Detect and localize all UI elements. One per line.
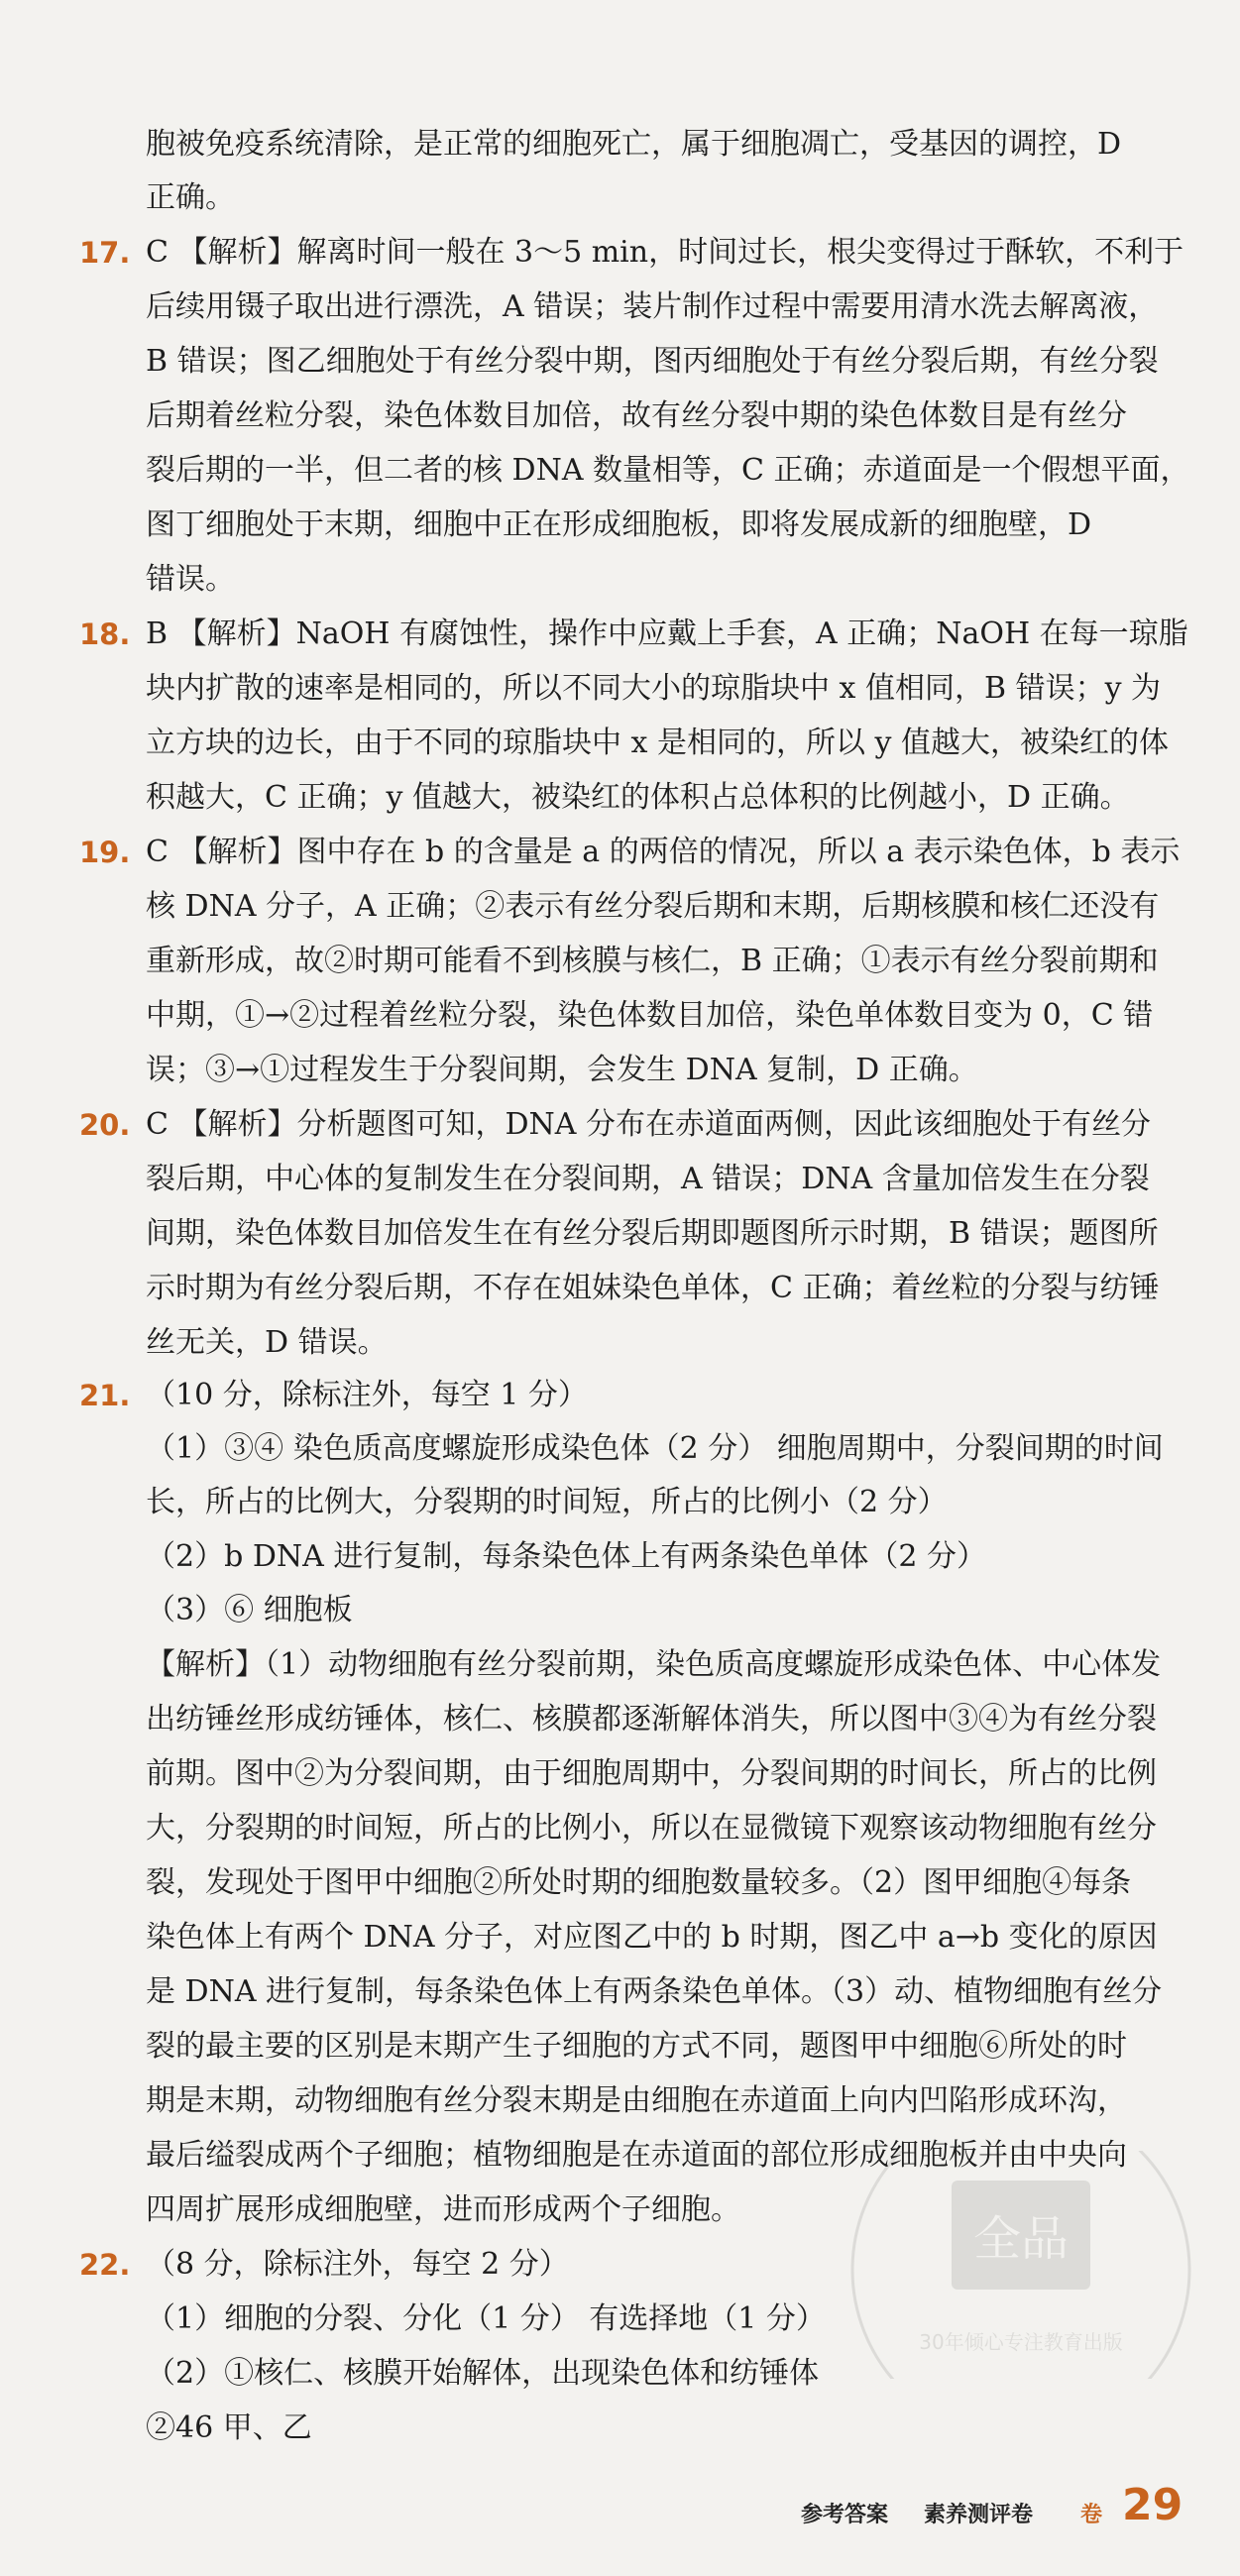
page-footer (0, 2478, 1240, 2537)
line-text: （1）细胞的分裂、分化（1 分） 有选择地（1 分） (146, 2301, 826, 2336)
text-line (0, 988, 1240, 1044)
text-line (0, 1746, 1240, 1802)
line-text: 正确。 (146, 180, 235, 215)
text-line (0, 661, 1240, 717)
text-line (0, 1801, 1240, 1856)
question-number: 19. (79, 836, 131, 869)
text-line (0, 498, 1240, 553)
line-text: 重新形成，故②时期可能看不到核膜与核仁，B 正确；①表示有丝分裂前期和 (146, 944, 1159, 978)
line-text: 长，所占的比例大，分裂期的时间短，所占的比例小（2 分） (146, 1485, 948, 1519)
page-number: 29 (1122, 2480, 1184, 2530)
svg-text:30年倾心专注教育出版: 30年倾心专注教育出版 (919, 2330, 1123, 2354)
line-text: 图丁细胞处于末期，细胞中正在形成细胞板，即将发展成新的细胞壁，D (146, 507, 1092, 542)
question-17 (0, 225, 1240, 280)
line-text: 最后缢裂成两个子细胞；植物细胞是在赤道面的部位形成细胞板并由中央向 (146, 2138, 1127, 2173)
text-line (0, 334, 1240, 390)
text-line (0, 170, 1240, 226)
line-text: 出纺锤丝形成纺锤体，核仁、核膜都逐渐解体消失，所以图中③④为有丝分裂 (146, 1702, 1157, 1736)
question-18 (0, 607, 1240, 662)
text-line (0, 1421, 1240, 1477)
line-text: 丝无关，D 错误。 (146, 1325, 388, 1360)
line-text: ②46 甲、乙 (146, 2410, 312, 2445)
footer-volume-label: 卷 (1080, 2503, 1103, 2527)
text-line (0, 1529, 1240, 1585)
line-text: 裂，发现处于图甲中细胞②所处时期的细胞数量较多。（2）图甲细胞④每条 (146, 1865, 1132, 1900)
line-text: 大，分裂期的时间短，所占的比例小，所以在显微镜下观察该动物细胞有丝分 (146, 1811, 1157, 1846)
line-text: 前期。图中②为分裂间期，由于细胞周期中，分裂间期的时间长，所占的比例 (146, 1756, 1157, 1791)
text-line (0, 1637, 1240, 1693)
text-line (0, 934, 1240, 989)
line-text: B 【解析】NaOH 有腐蚀性，操作中应戴上手套，A 正确；NaOH 在每一琼脂 (146, 616, 1188, 651)
question-number: 21. (79, 1379, 131, 1412)
svg-text:全品: 全品 (972, 2211, 1070, 2267)
question-21 (0, 1368, 1240, 1423)
line-text: 后续用镊子取出进行漂洗，A 错误；装片制作过程中需要用清水洗去解离液， (146, 289, 1159, 324)
line-text: （10 分，除标注外，每空 1 分） (146, 1378, 588, 1412)
line-text: 中期，①→②过程着丝粒分裂，染色体数目加倍，染色单体数目变为 0，C 错 (146, 998, 1154, 1033)
text-line (0, 117, 1240, 172)
question-number: 17. (79, 236, 131, 270)
line-text: 期是末期，动物细胞有丝分裂末期是由细胞在赤道面上向内凹陷形成环沟， (146, 2083, 1127, 2118)
line-text: 块内扩散的速率是相同的，所以不同大小的琼脂块中 x 值相同，B 错误；y 为 (146, 671, 1162, 706)
question-20 (0, 1097, 1240, 1153)
line-text: （2）b DNA 进行复制，每条染色体上有两条染色单体（2 分） (146, 1539, 986, 1574)
text-line (0, 1206, 1240, 1262)
line-text: 立方块的边长，由于不同的琼脂块中 x 是相同的，所以 y 值越大，被染红的体 (146, 726, 1170, 760)
text-line (0, 443, 1240, 499)
text-line (0, 879, 1240, 935)
text-line (0, 716, 1240, 771)
line-text: 裂的最主要的区别是末期产生子细胞的方式不同，题图甲中细胞⑥所处的时 (146, 2029, 1127, 2064)
text-line (0, 1692, 1240, 1747)
line-text: 是 DNA 进行复制，每条染色体上有两条染色单体。（3）动、植物细胞有丝分 (146, 1974, 1163, 2009)
text-line (0, 2401, 1240, 2456)
line-text: 胞被免疫系统清除，是正常的细胞死亡，属于细胞凋亡，受基因的调控，D (146, 127, 1122, 162)
line-text: 裂后期，中心体的复制发生在分裂间期，A 错误；DNA 含量加倍发生在分裂 (146, 1162, 1150, 1196)
text-line (0, 1475, 1240, 1530)
text-line (0, 1910, 1240, 1965)
text-line (0, 1043, 1240, 1098)
line-text: （2）①核仁、核膜开始解体，出现染色体和纺锤体 (146, 2356, 820, 2391)
line-text: 误；③→①过程发生于分裂间期，会发生 DNA 复制，D 正确。 (146, 1053, 978, 1087)
text-line (0, 2019, 1240, 2074)
text-line (0, 1964, 1240, 2020)
question-number: 20. (79, 1108, 131, 1142)
question-19 (0, 825, 1240, 880)
line-text: 四周扩展形成细胞壁，进而形成两个子细胞。 (146, 2192, 740, 2227)
text-line (0, 1261, 1240, 1316)
line-text: （8 分，除标注外，每空 2 分） (146, 2247, 569, 2282)
line-text: 积越大，C 正确；y 值越大，被染红的体积占总体积的比例越小，D 正确。 (146, 780, 1130, 815)
question-number: 22. (79, 2248, 131, 2282)
line-text: 裂后期的一半，但二者的核 DNA 数量相等，C 正确；赤道面是一个假想平面， (146, 453, 1190, 488)
line-text: 间期，染色体数目加倍发生在有丝分裂后期即题图所示时期，B 错误；题图所 (146, 1216, 1159, 1251)
text-line (0, 770, 1240, 826)
line-text: 染色体上有两个 DNA 分子，对应图乙中的 b 时期，图乙中 a→b 变化的原因 (146, 1920, 1158, 1955)
text-line (0, 389, 1240, 444)
line-text: 错误。 (146, 562, 235, 597)
line-text: （1）③④ 染色质高度螺旋形成染色体（2 分） 细胞周期中，分裂间期的时间 (146, 1431, 1164, 1466)
line-text: 【解析】（1）动物细胞有丝分裂前期，染色质高度螺旋形成染色体、中心体发 (146, 1647, 1162, 1682)
text-line (0, 2073, 1240, 2129)
text-line (0, 1315, 1240, 1371)
text-line (0, 280, 1240, 335)
brand-watermark-logo (823, 2151, 1219, 2379)
line-text: 核 DNA 分子，A 正确；②表示有丝分裂后期和末期，后期核膜和核仁还没有 (146, 889, 1160, 924)
line-text: （3）⑥ 细胞板 (146, 1593, 353, 1627)
line-text: C 【解析】解离时间一般在 3～5 min，时间过长，根尖变得过于酥软，不利于 (146, 235, 1184, 270)
line-text: 示时期为有丝分裂后期，不存在姐妹染色单体，C 正确；着丝粒的分裂与纺锤 (146, 1271, 1160, 1305)
line-text: C 【解析】图中存在 b 的含量是 a 的两倍的情况，所以 a 表示染色体，b 表示 (146, 835, 1181, 869)
line-text: C 【解析】分析题图可知，DNA 分布在赤道面两侧，因此该细胞处于有丝分 (146, 1107, 1151, 1142)
line-text: 后期着丝粒分裂，染色体数目加倍，故有丝分裂中期的染色体数目是有丝分 (146, 398, 1127, 433)
text-line (0, 552, 1240, 608)
footer-answers-label: 参考答案 (801, 2503, 889, 2527)
text-line (0, 1152, 1240, 1207)
footer-series-label: 素养测评卷 (924, 2503, 1034, 2527)
line-text: B 错误；图乙细胞处于有丝分裂中期，图丙细胞处于有丝分裂后期，有丝分裂 (146, 344, 1159, 379)
text-line (0, 1855, 1240, 1911)
text-line (0, 1583, 1240, 1638)
question-number: 18. (79, 617, 131, 651)
